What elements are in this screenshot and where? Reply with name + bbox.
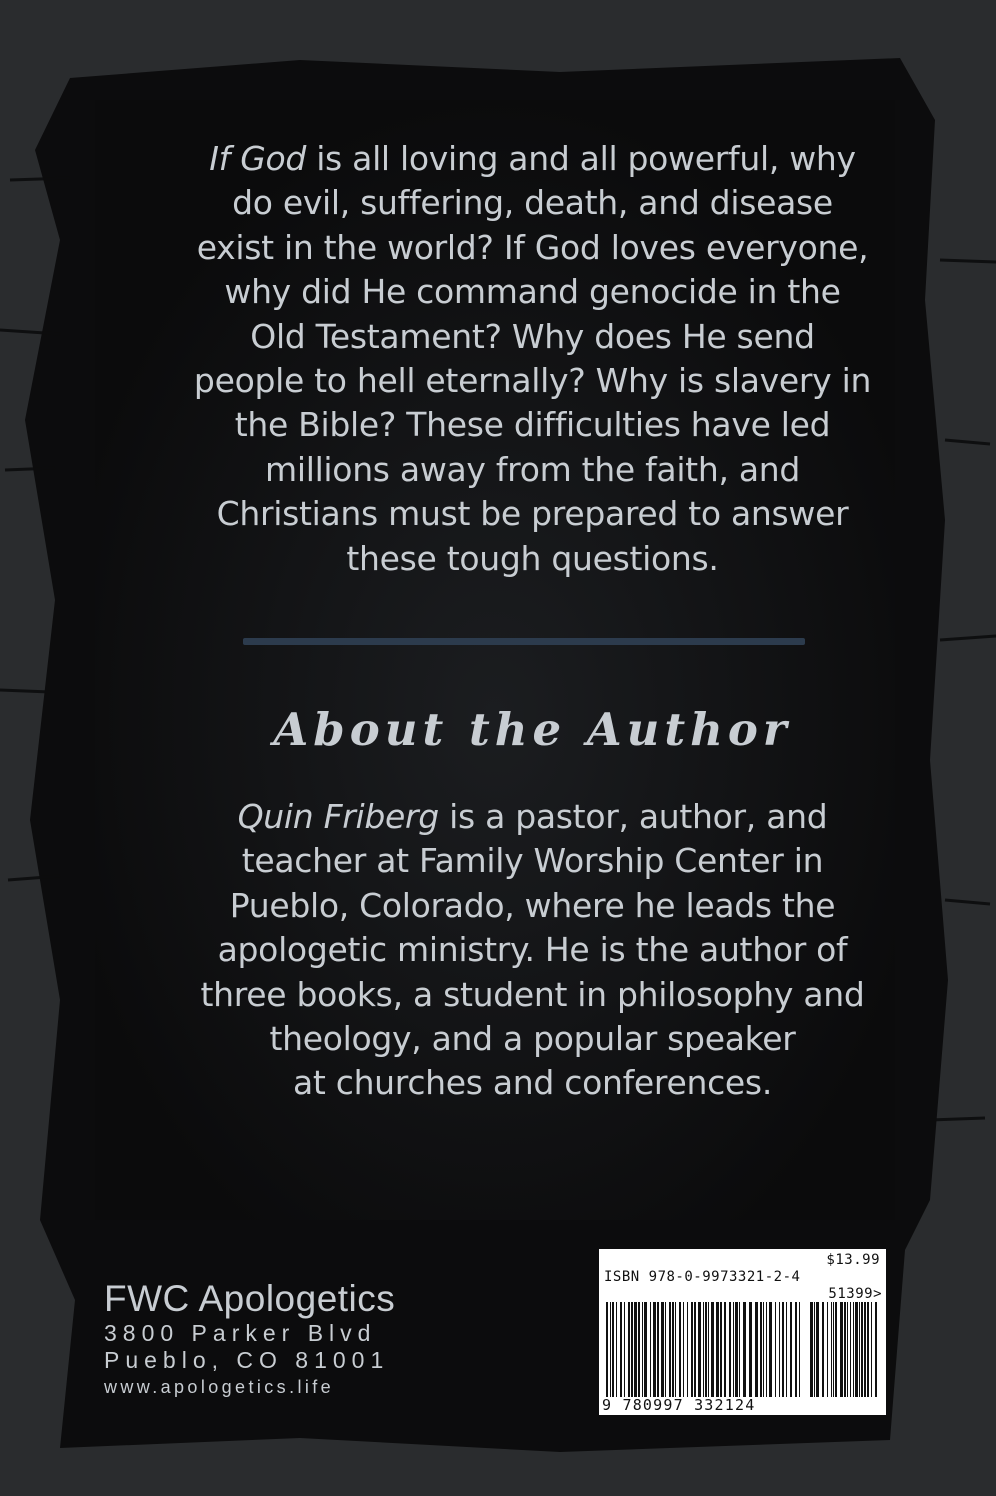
barcode-bar xyxy=(755,1302,758,1397)
addon-bar xyxy=(844,1302,846,1397)
addon-bar xyxy=(831,1302,832,1397)
barcode-bar xyxy=(698,1302,701,1397)
barcode-bar xyxy=(672,1302,674,1397)
barcode-bar xyxy=(733,1302,734,1397)
bio-line xyxy=(150,795,915,839)
barcode-bars xyxy=(604,1302,880,1397)
barcode-bar xyxy=(703,1302,704,1397)
publisher-website: www.apologetics.life xyxy=(104,1377,335,1397)
barcode-bar xyxy=(675,1302,676,1397)
bio-italic-text: Quin Friberg xyxy=(237,797,439,836)
addon-bar xyxy=(871,1302,872,1397)
isbn-barcode xyxy=(599,1249,886,1415)
barcode-bar xyxy=(739,1302,740,1397)
blurb-text: millions away from the faith, and xyxy=(264,449,801,489)
addon-bar xyxy=(850,1302,851,1397)
barcode-bar xyxy=(769,1302,772,1397)
addon-bar xyxy=(875,1302,877,1397)
bio-text: Pueblo, Colorado, where he leads the xyxy=(229,885,836,925)
bio-line xyxy=(150,884,915,928)
barcode-bar xyxy=(749,1302,752,1397)
addon-bar xyxy=(816,1302,819,1397)
addon-bar xyxy=(861,1302,863,1397)
barcode-bar xyxy=(735,1302,738,1397)
addon-bar xyxy=(814,1302,815,1397)
bio-text: apologetic ministry. He is the author of xyxy=(217,930,848,970)
barcode-bar xyxy=(616,1302,617,1397)
barcode-bar xyxy=(679,1302,681,1397)
bio-line xyxy=(150,1061,915,1105)
addon-bar xyxy=(840,1302,843,1397)
barcode-bar xyxy=(657,1302,659,1397)
blurb-line xyxy=(150,537,915,581)
publisher-address-line1: 3800 Parker Blvd xyxy=(104,1320,377,1346)
addon-bar xyxy=(853,1302,854,1397)
blurb-line xyxy=(150,226,915,270)
blurb-text: these tough questions. xyxy=(346,538,719,578)
bio-text: is a pastor, author, and xyxy=(438,797,828,836)
addon-bar xyxy=(867,1302,869,1397)
barcode-bar xyxy=(716,1302,719,1397)
barcode-bar xyxy=(610,1302,611,1397)
barcode-bar xyxy=(624,1302,625,1397)
barcode-bar xyxy=(763,1302,764,1397)
bio-line xyxy=(150,973,915,1017)
addon-bar xyxy=(827,1302,828,1397)
barcode-bar xyxy=(638,1302,640,1397)
barcode-bar xyxy=(720,1302,722,1397)
barcode-bar xyxy=(612,1302,614,1397)
barcode-bar xyxy=(795,1302,797,1397)
barcode-bar xyxy=(644,1302,647,1397)
blurb-line xyxy=(150,181,915,225)
barcode-bar xyxy=(661,1302,664,1397)
barcode-bar xyxy=(628,1302,630,1397)
about-author-heading: About the Author xyxy=(273,703,792,756)
blurb-text: why did He command genocide in the xyxy=(224,272,841,312)
barcode-bar xyxy=(687,1302,688,1397)
bio-line xyxy=(150,928,915,972)
price-addon-code: 51399> xyxy=(828,1286,882,1302)
isbn-label: ISBN 978-0-9973321-2-4 xyxy=(604,1269,801,1285)
barcode-bar xyxy=(634,1302,637,1397)
barcode-bar xyxy=(775,1302,776,1397)
barcode-bar xyxy=(724,1302,726,1397)
barcode-bar xyxy=(779,1302,780,1397)
barcode-bar xyxy=(790,1302,792,1397)
bio-text: teacher at Family Worship Center in xyxy=(241,841,824,881)
barcode-bar xyxy=(653,1302,656,1397)
blurb-text: the Bible? These difficulties have led xyxy=(234,405,831,445)
blurb-text: do evil, suffering, death, and disease xyxy=(232,183,833,223)
bio-text: at churches and conferences. xyxy=(292,1063,773,1103)
bio-text: three books, a student in philosophy and xyxy=(200,974,865,1014)
addon-bar xyxy=(835,1302,837,1397)
barcode-bar xyxy=(606,1302,608,1397)
publisher-block xyxy=(104,1278,395,1400)
barcode-bar xyxy=(691,1302,693,1397)
publisher-name: FWC Apologetics xyxy=(104,1278,396,1319)
barcode-bar xyxy=(743,1302,746,1397)
blurb-line xyxy=(150,403,915,447)
publisher-address-line2: Pueblo, CO 81001 xyxy=(104,1347,390,1373)
barcode-bar xyxy=(694,1302,696,1397)
barcode-bar xyxy=(760,1302,762,1397)
section-divider xyxy=(243,638,805,645)
author-bio xyxy=(150,795,915,1106)
blurb-text: people to hell eternally? Why is slavery in xyxy=(193,361,872,401)
barcode-bar xyxy=(683,1302,684,1397)
addon-bar xyxy=(810,1302,813,1397)
blurb-italic-text: If God xyxy=(209,139,306,178)
addon-bar xyxy=(855,1302,858,1397)
bio-text: theology, and a popular speaker xyxy=(269,1019,796,1059)
addon-bar xyxy=(833,1302,834,1397)
barcode-bar xyxy=(650,1302,651,1397)
blurb-text: is all loving and all powerful, why xyxy=(306,139,856,178)
addon-bar xyxy=(822,1302,824,1397)
barcode-bar xyxy=(711,1302,714,1397)
blurb-text xyxy=(150,137,915,581)
blurb-text: Christians must be prepared to answer xyxy=(216,494,849,534)
bio-line xyxy=(150,839,915,883)
barcode-digits: 9 780997 332124 xyxy=(602,1396,756,1414)
bio-line xyxy=(150,1017,915,1061)
barcode-bar xyxy=(665,1302,666,1397)
blurb-line xyxy=(150,492,915,536)
price-label: $13.99 xyxy=(826,1252,880,1268)
barcode-bar xyxy=(705,1302,707,1397)
barcode-bar xyxy=(631,1302,633,1397)
addon-bar xyxy=(864,1302,866,1397)
addon-bar xyxy=(859,1302,860,1397)
barcode-bar xyxy=(620,1302,622,1397)
barcode-bar xyxy=(642,1302,643,1397)
barcode-bar xyxy=(669,1302,671,1397)
blurb-line xyxy=(150,359,915,403)
barcode-bar xyxy=(782,1302,784,1397)
barcode-bar xyxy=(799,1302,800,1397)
blurb-line xyxy=(150,448,915,492)
blurb-line xyxy=(150,137,915,181)
barcode-bar xyxy=(766,1302,767,1397)
barcode-bar xyxy=(786,1302,787,1397)
blurb-text: exist in the world? If God loves everyone, xyxy=(196,227,869,267)
blurb-text: Old Testament? Why does He send xyxy=(250,316,815,356)
barcode-bar xyxy=(708,1302,709,1397)
barcode-bar xyxy=(729,1302,731,1397)
addon-bar xyxy=(847,1302,848,1397)
blurb-line xyxy=(150,315,915,359)
blurb-line xyxy=(150,270,915,314)
